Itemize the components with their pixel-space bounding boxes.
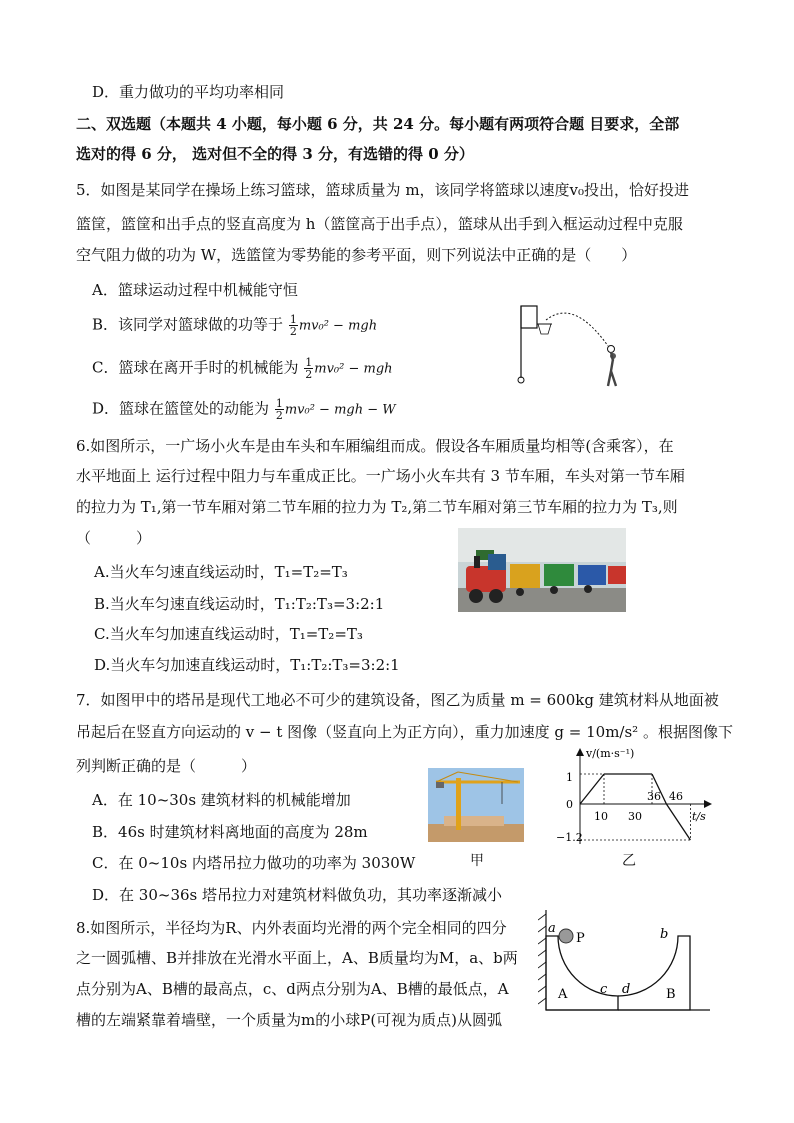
figure-caption-jia: 甲: [470, 853, 484, 869]
q5-option-b: [92, 314, 377, 337]
q6-option-c: C.当火车匀加速直线运动时，T₁=T₂=T₃: [94, 625, 363, 643]
vt-xlabel: t/s: [692, 810, 706, 823]
q5-option-a: A．篮球运动过程中机械能守恒: [92, 281, 298, 299]
q5-option-d-expr: mv₀² − mgh − W: [284, 402, 396, 418]
q5-option-c-text: C．篮球在离开手时的机械能为: [92, 358, 299, 377]
net: [538, 324, 551, 334]
vt-ytick-0: 0: [566, 798, 573, 811]
label-B: B: [666, 987, 676, 1002]
fraction-numerator: 1: [289, 313, 297, 326]
vt-ytick-1: 1: [566, 771, 573, 784]
q6-stem-line3: 的拉力为 T₁,第一节车厢对第二节车厢的拉力为 T₂,第二节车厢对第三节车厢的拉力为 T₃,则: [76, 498, 678, 516]
train-car-1: [510, 564, 540, 588]
train-wheel: [469, 589, 483, 603]
q6-option-a: A.当火车匀速直线运动时，T₁=T₂=T₃: [94, 563, 348, 581]
label-a: a: [548, 921, 556, 936]
q6-option-d: D.当火车匀加速直线运动时，T₁:T₂:T₃=3:2:1: [94, 656, 400, 674]
ball-P: [559, 929, 573, 943]
q8-stem-line4: 槽的左端紧靠着墙壁，一个质量为m的小球P(可视为质点)从圆弧: [76, 1011, 503, 1029]
train-photo: [458, 528, 626, 612]
label-b: b: [660, 927, 669, 942]
photo-ground: [428, 824, 524, 842]
q7-option-a: A．在 10~30s 建筑材料的机械能增加: [92, 791, 351, 809]
section2-heading-line2: 选对的得 6 分， 选对但不全的得 3 分，有选错的得 0 分）: [76, 145, 474, 163]
locomotive-chimney: [474, 556, 480, 568]
fraction-numerator: 1: [275, 397, 283, 410]
vt-xtick-10: 10: [594, 810, 608, 823]
q6-stem-line2: 水平地面上 运行过程中阻力与车重成正比。一广场小火车共有 3 节车厢，车头对第一节车厢: [76, 467, 685, 485]
q5-option-b-expr: mv₀² − mgh: [298, 318, 378, 334]
q5-option-d-text: D．篮球在篮筐处的动能为: [92, 399, 270, 418]
fraction-denominator: 2: [289, 325, 297, 338]
label-P: P: [576, 931, 585, 946]
wall-hatching: [538, 914, 546, 1004]
train-wheel: [516, 588, 524, 596]
ball: [608, 346, 615, 353]
label-A: A: [558, 987, 568, 1002]
vt-ytick-neg: −1.2: [556, 831, 583, 844]
train-car-4: [608, 566, 626, 584]
q7-option-b: B．46s 时建筑材料离地面的高度为 28m: [92, 823, 368, 841]
q5-option-d: [92, 398, 396, 421]
vt-graph: [556, 744, 718, 848]
q5-option-c-expr: mv₀² − mgh: [314, 361, 393, 377]
q6-option-b: B.当火车匀速直线运动时，T₁:T₂:T₃=3:2:1: [94, 595, 385, 613]
train-car-2: [544, 564, 574, 586]
q5-stem-line1: 5．如图是某同学在操场上练习篮球，篮球质量为 m，该同学将篮球以速度v₀投出，恰好投进: [76, 181, 690, 199]
fraction-denominator: 2: [305, 368, 313, 381]
groove-B: [618, 936, 690, 1010]
train-wheel: [489, 589, 503, 603]
half-fraction: [304, 357, 313, 380]
train-wheel: [550, 586, 558, 594]
vt-segment: [580, 774, 604, 804]
q6-stem-line1: 6.如图所示，一广场小火车是由车头和车厢编组而成。假设各车厢质量均相等(含乘客），在: [76, 437, 674, 455]
q5-option-b-text: B．该同学对篮球做的功等于: [92, 315, 284, 334]
q5-stem-line3: 空气阻力做的功为 W，选篮筐为零势能的参考平面，则下列说法中正确的是（ ）: [76, 246, 637, 264]
q7-stem-line3: 列判断正确的是（ ）: [76, 757, 257, 775]
q5-stem-line2: 篮筐，篮筐和出手点的竖直高度为 h（篮筐高于出手点），篮球从出手到入框运动过程中克服: [76, 215, 683, 233]
vt-segment: [666, 804, 690, 840]
locomotive-cab: [488, 554, 506, 570]
section2-heading-line1: 二、双选题（本题共 4 小题，每小题 6 分，共 24 分。每小题有两项符合题 目要求，全部: [76, 115, 680, 133]
half-fraction: [275, 398, 284, 421]
label-d: d: [622, 982, 631, 997]
label-c: c: [600, 982, 608, 997]
q7-stem-line1: 7．如图甲中的塔吊是现代工地必不可少的建筑设备，图乙为质量 m = 600kg 建筑材料从地面被: [76, 691, 719, 709]
q8-stem-line1: 8.如图所示，半径均为R、内外表面均光滑的两个完全相同的四分: [76, 919, 507, 937]
vt-xtick-30: 30: [628, 810, 642, 823]
vt-xtick-36: 36: [647, 790, 661, 803]
vt-xtick-46: 46: [669, 790, 683, 803]
train-wheel: [584, 585, 592, 593]
fraction-denominator: 2: [275, 409, 283, 422]
q6-stem-line4: （ ）: [76, 529, 152, 547]
vt-ylabel: v/(m·s⁻¹): [586, 747, 635, 760]
arc-groove-diagram: [538, 908, 716, 1018]
building-under-construction: [444, 816, 504, 826]
ball-trajectory: [546, 313, 608, 346]
q8-stem-line3: 点分别为A、B槽的最高点，c、d两点分别为A、B槽的最低点，A: [76, 980, 509, 998]
q5-option-c: [92, 357, 393, 380]
basketball-figure: [512, 298, 636, 394]
q8-stem-line2: 之一圆弧槽、B并排放在光滑水平面上，A、B质量均为M，a、b两: [76, 949, 518, 967]
crane-counterweight: [436, 782, 444, 788]
q7-option-d: D．在 30~36s 塔吊拉力对建筑材料做负功，其功率逐渐减小: [92, 886, 503, 904]
tower-crane-photo: [428, 768, 524, 842]
train-car-3: [578, 565, 606, 585]
q7-option-c: C．在 0~10s 内塔吊拉力做功的功率为 3030W: [92, 854, 416, 872]
backboard: [521, 306, 537, 328]
figure-caption-yi: 乙: [622, 853, 636, 869]
groove-A: [546, 936, 618, 1010]
crane-tower: [456, 778, 461, 830]
vt-series: [580, 774, 690, 840]
q7-stem-line2: 吊起后在竖直方向运动的 v − t 图像（竖直向上为正方向），重力加速度 g = 10m/s² 。根据图像下: [76, 723, 733, 741]
half-fraction: [289, 314, 298, 337]
q4-option-d: D．重力做功的平均功率相同: [92, 83, 285, 101]
fraction-numerator: 1: [305, 356, 313, 369]
